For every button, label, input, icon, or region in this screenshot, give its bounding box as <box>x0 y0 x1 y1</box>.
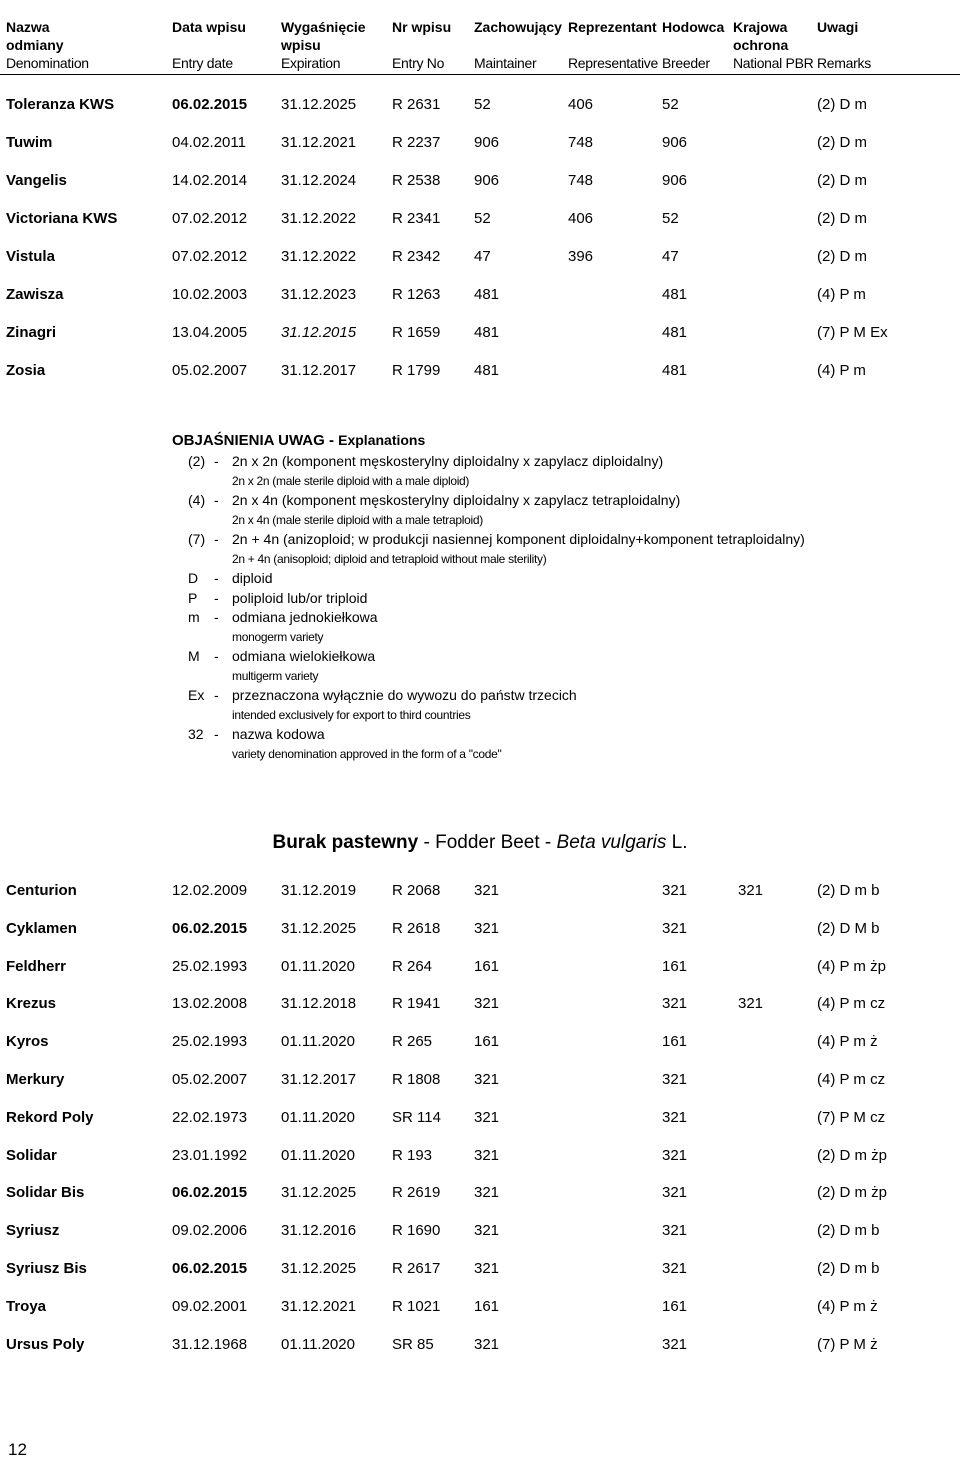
cell-remarks: (4) P m cz <box>817 1071 886 1088</box>
cell-name: Solidar Bis <box>6 1184 85 1202</box>
cell-breeder: 906 <box>662 172 688 189</box>
cell-repr: 748 <box>568 134 594 151</box>
cell-name: Vistula <box>6 248 55 265</box>
cell-nr: R 193 <box>392 1146 433 1164</box>
cell-maint: 161 <box>474 1033 500 1051</box>
cell-breeder: 321 <box>662 1108 688 1126</box>
cell-exp: 31.12.2025 <box>281 96 357 113</box>
cell-nr: R 1799 <box>392 362 441 379</box>
cell-remarks: (2) D m żp <box>817 1146 888 1164</box>
cell-remarks: (7) P M Ex <box>817 324 888 341</box>
cell-nr: R 2341 <box>392 210 441 227</box>
cell-maint: 321 <box>474 1146 500 1164</box>
col-header-entry-date: Data wpisu Entry date <box>172 19 246 71</box>
cell-maint: 906 <box>474 134 500 151</box>
explanation-en: 2n + 4n (anisoploid; diploid and tetraploid without male sterility) <box>232 551 547 566</box>
cell-date: 10.02.2003 <box>172 286 248 303</box>
cell-breeder: 481 <box>662 324 688 341</box>
cell-nr: R 2631 <box>392 96 441 113</box>
cell-exp: 31.12.2025 <box>281 1260 357 1277</box>
cell-name: Syriusz <box>6 1222 60 1240</box>
cell-remarks: (2) D m <box>817 134 867 151</box>
explanation-dash: - <box>214 570 219 586</box>
cell-exp: 31.12.2018 <box>281 995 357 1013</box>
cell-nr: R 2068 <box>392 882 441 899</box>
table-row <box>0 1071 960 1093</box>
explanation-en: variety denomination approved in the form of a "code" <box>232 746 502 761</box>
cell-breeder: 161 <box>662 1033 688 1051</box>
table-row <box>0 248 960 270</box>
cell-breeder: 906 <box>662 134 688 151</box>
col-header-entry-no: Nr wpisu Entry No <box>392 19 452 71</box>
cell-exp: 01.11.2020 <box>281 957 355 975</box>
table-row <box>0 958 960 980</box>
table-row <box>0 172 960 194</box>
cell-date: 06.02.2015 <box>172 1184 248 1202</box>
cell-exp: 31.12.2022 <box>281 210 357 227</box>
cell-date: 31.12.1968 <box>172 1335 248 1353</box>
cell-remarks: (2) D m b <box>817 1222 880 1240</box>
cell-maint: 321 <box>474 1222 500 1240</box>
cell-remarks: (2) D m <box>817 210 867 227</box>
cell-exp: 01.11.2020 <box>281 1108 355 1126</box>
table-row <box>0 1260 960 1282</box>
explanation-code: M <box>188 648 200 664</box>
cell-exp: 31.12.2015 <box>281 324 357 341</box>
cell-maint: 52 <box>474 96 491 113</box>
cell-breeder: 161 <box>662 1297 688 1315</box>
cell-date: 07.02.2012 <box>172 248 248 265</box>
cell-remarks: (7) P M cz <box>817 1108 886 1126</box>
cell-repr: 396 <box>568 248 594 265</box>
cell-exp: 31.12.2017 <box>281 1071 357 1088</box>
explanation-code: P <box>188 589 198 606</box>
explanation-code: (7) <box>188 531 206 547</box>
cell-exp: 31.12.2023 <box>281 286 357 303</box>
cell-exp: 01.11.2020 <box>281 1146 355 1164</box>
explanation-dash: - <box>214 492 219 508</box>
explanation-pl: odmiana wielokiełkowa <box>232 648 376 664</box>
table-row <box>0 1109 960 1131</box>
explanation-pl: przeznaczona wyłącznie do wywozu do państw trzecich <box>232 687 577 703</box>
cell-breeder: 161 <box>662 957 688 975</box>
cell-maint: 906 <box>474 172 500 189</box>
explanation-en: 2n x 2n (male sterile diploid with a male diploid) <box>232 473 470 488</box>
cell-name: Vangelis <box>6 172 67 189</box>
cell-breeder: 321 <box>662 1184 688 1202</box>
explanation-code: (4) <box>188 492 206 508</box>
cell-exp: 31.12.2022 <box>281 248 357 265</box>
cell-breeder: 321 <box>662 995 688 1013</box>
explanation-dash: - <box>214 687 219 703</box>
cell-remarks: (4) P m cz <box>817 995 886 1013</box>
explanation-code: D <box>188 570 199 586</box>
cell-name: Cyklamen <box>6 919 77 937</box>
cell-date: 13.02.2008 <box>172 995 248 1013</box>
explanation-pl: diploid <box>232 570 273 586</box>
cell-remarks: (4) P m żp <box>817 957 886 975</box>
cell-name: Solidar <box>6 1146 57 1164</box>
cell-breeder: 321 <box>662 1146 688 1164</box>
col-header-denomination: Nazwa odmiany Denomination <box>6 19 89 71</box>
cell-maint: 321 <box>474 1108 500 1126</box>
cell-name: Zosia <box>6 362 46 379</box>
cell-remarks: (2) D M b <box>817 919 880 937</box>
cell-exp: 31.12.2025 <box>281 1184 357 1202</box>
cell-maint: 321 <box>474 1071 500 1088</box>
explanation-dash: - <box>214 726 219 742</box>
col-header-representative: Reprezentant Representative <box>568 19 658 71</box>
cell-breeder: 52 <box>662 210 679 227</box>
cell-date: 25.02.1993 <box>172 1033 248 1051</box>
cell-exp: 31.12.2021 <box>281 134 357 151</box>
cell-repr: 406 <box>568 96 594 113</box>
cell-name: Ursus Poly <box>6 1335 85 1353</box>
explanation-pl: odmiana jednokiełkowa <box>232 609 378 625</box>
cell-breeder: 47 <box>662 248 679 265</box>
cell-date: 12.02.2009 <box>172 882 248 899</box>
cell-maint: 321 <box>474 995 500 1013</box>
explanation-en: 2n x 4n (male sterile diploid with a male tetraploid) <box>232 512 483 527</box>
cell-date: 06.02.2015 <box>172 96 248 113</box>
table-row <box>0 995 960 1017</box>
cell-remarks: (4) P m <box>817 286 866 303</box>
cell-date: 22.02.1973 <box>172 1108 248 1126</box>
cell-date: 14.02.2014 <box>172 172 248 189</box>
explanation-code: m <box>188 609 200 625</box>
cell-date: 06.02.2015 <box>172 1260 248 1277</box>
cell-breeder: 321 <box>662 1335 688 1353</box>
cell-name: Tuwim <box>6 134 53 151</box>
cell-maint: 321 <box>474 1335 500 1353</box>
cell-name: Merkury <box>6 1071 65 1088</box>
cell-nr: SR 85 <box>392 1335 434 1353</box>
cell-repr: 748 <box>568 172 594 189</box>
cell-nr: R 265 <box>392 1033 433 1051</box>
cell-exp: 31.12.2017 <box>281 362 357 379</box>
cell-nr: R 2237 <box>392 134 441 151</box>
cell-maint: 321 <box>474 1260 500 1277</box>
cell-name: Toleranza KWS <box>6 96 115 113</box>
table-row <box>0 324 960 346</box>
cell-maint: 161 <box>474 1297 500 1315</box>
table-row <box>0 96 960 118</box>
table-row <box>0 362 960 384</box>
cell-date: 05.02.2007 <box>172 362 248 379</box>
table-row <box>0 286 960 308</box>
cell-remarks: (4) P m <box>817 362 866 379</box>
fodder-beet-section-title: Burak pastewny - Fodder Beet - Beta vulgaris L. <box>272 832 688 853</box>
table-row <box>0 1222 960 1244</box>
cell-remarks: (2) D m <box>817 96 867 113</box>
cell-name: Victoriana KWS <box>6 210 118 227</box>
explanation-pl: nazwa kodowa <box>232 726 325 742</box>
cell-remarks: (4) P m ż <box>817 1297 878 1315</box>
cell-exp: 01.11.2020 <box>281 1335 355 1353</box>
explanation-dash: - <box>214 589 219 606</box>
cell-name: Zawisza <box>6 286 64 303</box>
cell-nr: R 2617 <box>392 1260 441 1277</box>
cell-breeder: 481 <box>662 286 688 303</box>
table-row <box>0 1033 960 1055</box>
cell-name: Zinagri <box>6 324 57 341</box>
cell-nr: R 1263 <box>392 286 441 303</box>
cell-breeder: 321 <box>662 1222 688 1240</box>
col-header-breeder: Hodowca Breeder <box>662 19 725 71</box>
cell-remarks: (2) D m b <box>817 882 880 899</box>
cell-name: Centurion <box>6 882 77 899</box>
explanations-title: OBJAŚNIENIA UWAG - Explanations <box>172 432 426 449</box>
cell-date: 06.02.2015 <box>172 919 248 937</box>
explanation-en: intended exclusively for export to third countries <box>232 707 471 722</box>
cell-remarks: (2) D m b <box>817 1260 880 1277</box>
cell-remarks: (2) D m <box>817 248 867 265</box>
table-header <box>0 14 960 75</box>
explanation-code: 32 <box>188 726 204 742</box>
cell-nr: R 2619 <box>392 1184 441 1202</box>
cell-name: Syriusz Bis <box>6 1260 87 1277</box>
cell-nr: R 1021 <box>392 1297 441 1315</box>
cell-date: 13.04.2005 <box>172 324 248 341</box>
cell-nr: R 2618 <box>392 919 441 937</box>
cell-remarks: (4) P m ż <box>817 1033 878 1051</box>
cell-pbr: 321 <box>738 882 764 899</box>
cell-maint: 321 <box>474 882 500 899</box>
explanation-pl: 2n x 4n (komponent męskosterylny diploidalny x zapylacz tetraploidalny) <box>232 492 681 508</box>
cell-breeder: 321 <box>662 919 688 937</box>
cell-breeder: 321 <box>662 1260 688 1277</box>
cell-nr: R 264 <box>392 957 433 975</box>
table-row <box>0 1184 960 1206</box>
cell-maint: 481 <box>474 362 500 379</box>
table-row <box>0 134 960 156</box>
cell-remarks: (2) D m <box>817 172 867 189</box>
cell-nr: R 1808 <box>392 1071 441 1088</box>
cell-name: Troya <box>6 1297 47 1315</box>
cell-name: Rekord Poly <box>6 1108 94 1126</box>
cell-date: 09.02.2001 <box>172 1297 248 1315</box>
cell-pbr: 321 <box>738 995 764 1013</box>
cell-nr: R 1690 <box>392 1222 441 1240</box>
cell-nr: R 2342 <box>392 248 441 265</box>
col-header-maintainer: Zachowujący Maintainer <box>474 19 562 71</box>
cell-maint: 321 <box>474 919 500 937</box>
cell-exp: 31.12.2016 <box>281 1222 357 1240</box>
explanation-dash: - <box>214 453 219 469</box>
explanation-code: Ex <box>188 687 205 703</box>
col-header-remarks: Uwagi Remarks <box>817 19 871 71</box>
cell-maint: 481 <box>474 286 500 303</box>
cell-date: 25.02.1993 <box>172 957 248 975</box>
cell-exp: 31.12.2024 <box>281 172 357 189</box>
cell-repr: 406 <box>568 210 594 227</box>
cell-exp: 31.12.2021 <box>281 1297 357 1315</box>
explanation-pl: poliploid lub/or triploid <box>232 589 368 606</box>
table-row <box>0 920 960 942</box>
cell-nr: R 1659 <box>392 324 441 341</box>
cell-name: Kyros <box>6 1033 49 1051</box>
col-header-expiration: Wygaśnięcie wpisu Expiration <box>281 19 366 71</box>
explanation-pl: 2n + 4n (anizoploid; w produkcji nasiennej komponent diploidalny+komponent tetraploidalny) <box>232 531 805 547</box>
cell-remarks: (7) P M ż <box>817 1335 878 1353</box>
table-row <box>0 1298 960 1320</box>
page-number: 12 <box>8 1440 27 1459</box>
explanation-en: monogerm variety <box>232 629 324 644</box>
cell-nr: R 1941 <box>392 995 441 1013</box>
cell-maint: 321 <box>474 1184 500 1202</box>
explanation-dash: - <box>214 648 219 664</box>
cell-maint: 47 <box>474 248 491 265</box>
explanation-dash: - <box>214 531 219 547</box>
table-row <box>0 210 960 232</box>
explanation-pl: 2n x 2n (komponent męskosterylny diploidalny x zapylacz diploidalny) <box>232 453 664 469</box>
cell-maint: 52 <box>474 210 491 227</box>
cell-maint: 161 <box>474 957 500 975</box>
cell-nr: R 2538 <box>392 172 441 189</box>
table-row <box>0 882 960 904</box>
cell-breeder: 481 <box>662 362 688 379</box>
cell-remarks: (2) D m żp <box>817 1184 888 1202</box>
explanation-code: (2) <box>188 453 206 469</box>
table-row <box>0 1147 960 1169</box>
cell-date: 05.02.2007 <box>172 1071 248 1088</box>
cell-date: 04.02.2011 <box>172 134 246 151</box>
explanation-dash: - <box>214 609 219 625</box>
cell-date: 23.01.1992 <box>172 1146 248 1164</box>
cell-date: 09.02.2006 <box>172 1222 248 1240</box>
cell-exp: 31.12.2025 <box>281 919 357 937</box>
cell-exp: 01.11.2020 <box>281 1033 355 1051</box>
cell-breeder: 52 <box>662 96 679 113</box>
cell-breeder: 321 <box>662 1071 688 1088</box>
cell-breeder: 321 <box>662 882 688 899</box>
cell-name: Feldherr <box>6 957 67 975</box>
cell-maint: 481 <box>474 324 500 341</box>
cell-exp: 31.12.2019 <box>281 882 357 899</box>
cell-nr: SR 114 <box>392 1108 441 1126</box>
explanation-en: multigerm variety <box>232 668 319 683</box>
col-header-national-pbr: Krajowa ochrona National PBR <box>733 19 814 71</box>
cell-name: Krezus <box>6 995 57 1013</box>
table-row <box>0 1336 960 1358</box>
cell-date: 07.02.2012 <box>172 210 248 227</box>
